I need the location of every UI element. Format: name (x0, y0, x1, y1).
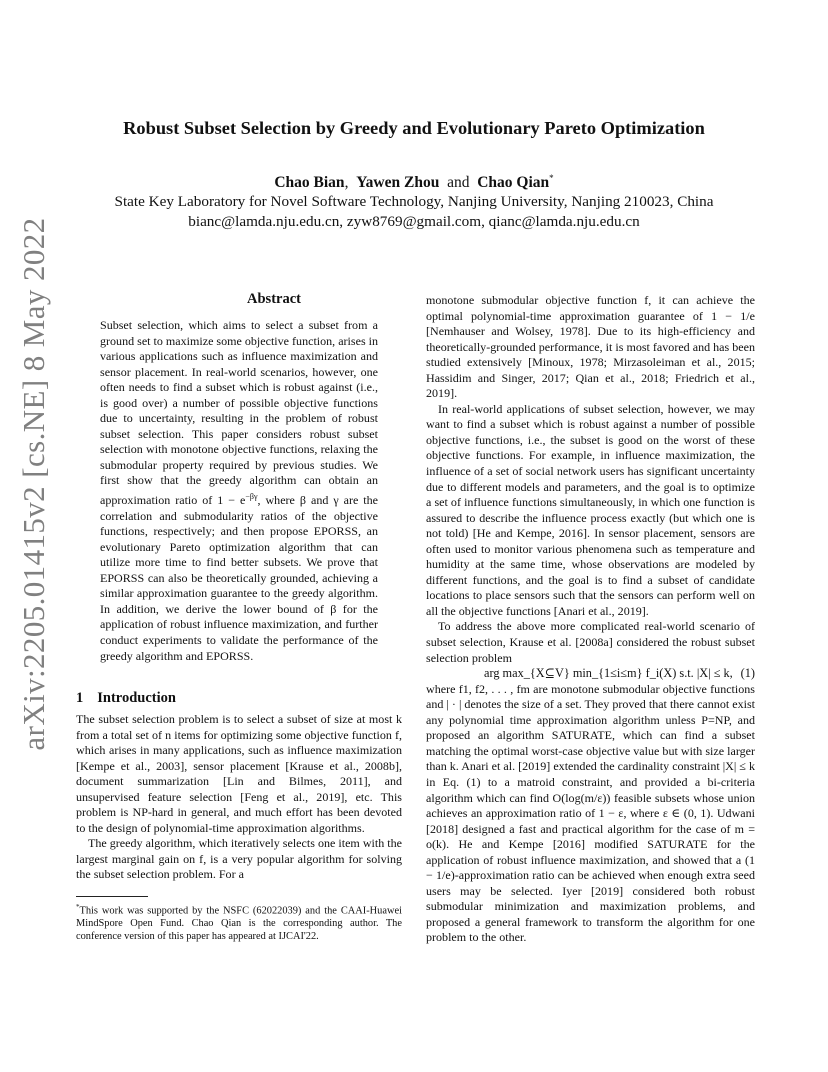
author-list (0, 173, 828, 192)
right-paragraph-3: To address the above more complicated real-world scenario of subset selection, Krause et al. [2008a] considered the robust subset selection problem (426, 619, 755, 665)
right-paragraph-2: In real-world applications of subset selection, however, we may want to find a subset which is robust against a number of possible objective functions, i.e., the subset is good on the worst of these objective functions. For example, in influence maximization, the influence of a set of social network users has significant uncertainty due to different models and parameters, and the goal is to optimize a set of influence functions simultaneously, in which one function is assured to describe the influence process exactly (but which one is not told) [He and Kempe, 2016]. In sensor placement, sensors are often used to monitor various phenomena such as temperature and humidity at the same time, whose observations are modeled by different functions, and the goal is to find a subset of candidate locations to place sensors such that the sensors can perform well on all the objective functions [Anari et al., 2019]. (426, 401, 755, 618)
right-paragraph-1: monotone submodular objective function f, it can achieve the optimal polynomial-time approximation guarantee of 1 − 1/e [Nemhauser and Wolsey, 1978]. Due to its high-efficiency and theoretically-grounded performance, it is most favored and has been studied extensively [Minoux, 1978; Mirzasoleiman et al., 2015; Hassidim and Singer, 2017; Qian et al., 2018; Friedrich et al., 2019]. (426, 293, 755, 401)
section-title: Introduction (97, 690, 176, 706)
introduction-right-column (426, 293, 755, 946)
intro-paragraph-1: The subset selection problem is to select a subset of size at most k from a total set of n items for optimizing some objective function f, which arises in many applications, such as influence maximization [Kempe et al., 2003], sensor placement [Krause et al., 2008b], document summarization [Lin and Bilmes, 2011], and unsupervised feature selection [Feng et al., 2019], etc. This problem is NP-hard in general, and much effort has been devoted to the design of polynomial-time approximation algorithms. (76, 712, 402, 835)
section-number: 1 (76, 690, 84, 706)
abstract-text-1: Subset selection, which aims to select a subset from a ground set to maximize some objective function, arises in various applications such as influence maximization and sensor placement. In real-world scenarios, however, one often needs to find a subset which is robust against (i.e., is good over) a number of possible objective functions due to uncertainty, resulting in the problem of robust subset selection. This paper considers robust subset selection with monotone objective functions, relaxing the submodular property required by previous studies. We first show that the greedy algorithm can obtain an approximation ratio of 1 − e (100, 318, 379, 508)
footnote-text: This work was supported by the NSFC (62022039) and the CAAI-Huawei MindSpore Open Fund. Chao Qian is the corresponding author. The conference version of this paper has appeared at IJCAI'22. (76, 905, 402, 943)
author-conjunction: and (447, 174, 470, 192)
abstract-body (100, 318, 378, 664)
arxiv-identifier (6, 217, 62, 751)
footnote-marker: * (549, 173, 554, 183)
section-heading-introduction (76, 690, 190, 707)
author-separator: , (344, 174, 349, 192)
affiliation: State Key Laboratory for Novel Software Technology, Nanjing University, Nanjing 210023, China (114, 193, 714, 210)
right-paragraph-4: where f1, f2, . . . , fm are monotone submodular objective functions and | · | denotes the size of a set. They proved that there cannot exist any polynomial time approximation algorithm unless P=NP, and proposed an algorithm SATURATE, which can find a subset matching the optimal worst-case objective value but with size larger than k. Anari et al. [2019] extended the cardinality constraint |X| ≤ k in Eq. (1) to a matroid constraint, and provided a bi-criteria algorithm which can find O(log(m/ε)) feasible subsets whose union achieves an approximation ratio of 1 − ε, where ε ∈ (0, 1). Udwani [2018] designed a fast and practical algorithm for the case of m = o(k). He and Kempe [2016] modified SATURATE for the application of robust influence maximization, and showed that a (1 − 1/e)-approximation ratio can be achieved when enough extra seed users may be selected. Iyer [2019] considered both robust submodular minimization and maximization problems, and proposed a general framework to transform the algorithm for one problem to the other. (426, 681, 755, 945)
author-emails: bianc@lamda.nju.edu.cn, zyw8769@gmail.com, qianc@lamda.nju.edu.cn (188, 213, 640, 230)
equation-1 (426, 666, 755, 682)
equation-expression: arg max_{X⊆V} min_{1≤i≤m} f_i(X) s.t. |X| ≤ k, (484, 666, 733, 681)
paper-title: Robust Subset Selection by Greedy and Evolutionary Pareto Optimization (123, 118, 705, 138)
arxiv-identifier-text: arXiv:2205.01415v2 [cs.NE] 8 May 2022 (16, 217, 51, 751)
introduction-left-column (76, 712, 402, 883)
abstract-exponent: −βγ (245, 492, 258, 502)
author-3: Chao Qian (477, 174, 550, 192)
author-2: Yawen Zhou (356, 174, 440, 192)
author-1: Chao Bian (274, 174, 345, 192)
abstract-text-2: , where β and γ are the correlation and submodularity ratios of the objective functions, respectively; and then propose EPORSS, an evolutionary Pareto optimization algorithm that can utilize more time to find better subsets. We prove that EPORSS can also be theoretically grounded, achieving a similar approximation guarantee to the greedy algorithm. In addition, we derive the lower bound of β for the application of robust influence maximization, and further conduct experiments to validate the performance of the greedy algorithm and EPORSS. (100, 493, 379, 663)
equation-number: (1) (740, 666, 755, 681)
intro-paragraph-2: The greedy algorithm, which iteratively selects one item with the largest marginal gain on f, is a very popular algorithm for solving the subset selection problem. For a (76, 836, 402, 882)
abstract-heading: Abstract (247, 291, 301, 307)
footnote-rule (76, 896, 148, 897)
affiliation-block (0, 192, 828, 232)
footnote-mark: * (76, 903, 80, 911)
footnote (76, 901, 402, 943)
